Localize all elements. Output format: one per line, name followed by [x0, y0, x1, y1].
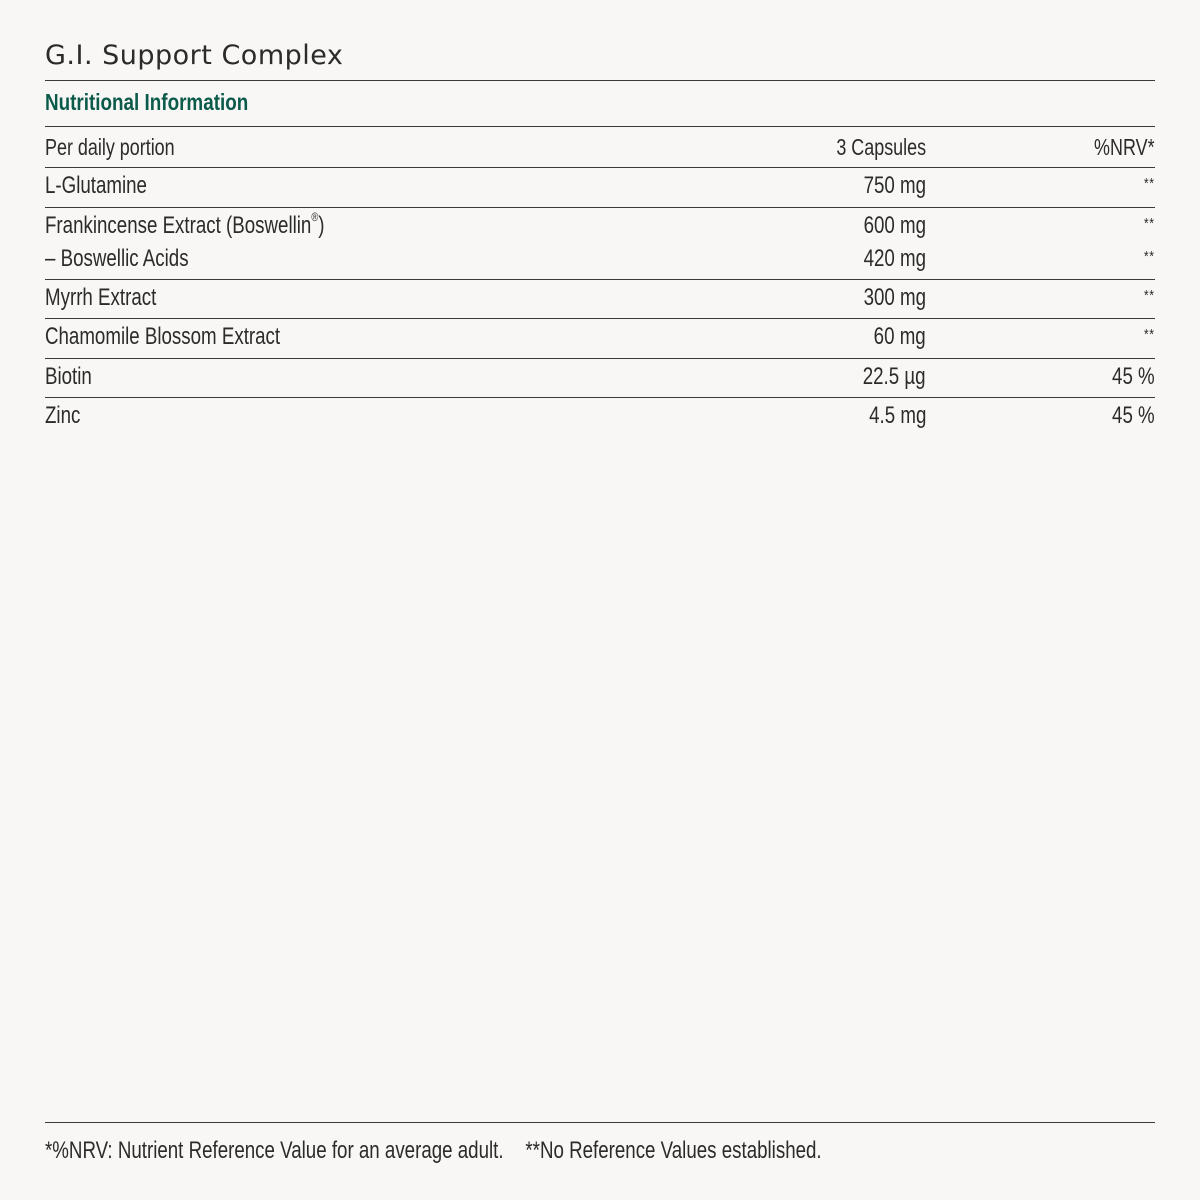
ingredient-name: L-Glutamine: [45, 172, 147, 199]
nrv-footnote: *%NRV: Nutrient Reference Value for an average adult.: [45, 1137, 504, 1164]
header-amount-label: 3 Capsules: [836, 134, 926, 160]
ingredient-name: Myrrh Extract: [45, 284, 157, 311]
ingredient-nrv: **: [1144, 326, 1155, 343]
table-row: [45, 323, 1155, 355]
ingredient-amount: 60 mg: [873, 323, 926, 350]
ingredient-amount: 300 mg: [863, 284, 926, 311]
footnotes: [45, 1137, 822, 1165]
ingredient-amount: 420 mg: [863, 245, 926, 272]
table-row: [45, 245, 1155, 277]
ingredient-name: [45, 212, 324, 240]
ingredient-nrv: **: [1144, 248, 1155, 265]
table-row: [45, 363, 1155, 395]
row-divider: [45, 318, 1155, 319]
title-divider: [45, 80, 1155, 81]
footnote-divider: [45, 1122, 1155, 1123]
ingredient-nrv: **: [1144, 287, 1155, 304]
ingredient-nrv: 45 %: [1112, 402, 1155, 429]
header-portion-label: Per daily portion: [45, 134, 175, 160]
header-nrv-label: %NRV*: [1094, 134, 1155, 160]
table-row: [45, 172, 1155, 204]
ingredient-name-close: ): [318, 212, 325, 239]
table-header-row: [45, 134, 1155, 166]
registered-mark: ®: [311, 210, 319, 224]
ingredient-nrv: **: [1144, 215, 1155, 232]
table-row: [45, 212, 1155, 244]
row-divider: [45, 397, 1155, 398]
row-divider: [45, 207, 1155, 208]
ingredient-nrv: 45 %: [1112, 363, 1155, 390]
ingredient-amount: 600 mg: [863, 212, 926, 239]
ingredient-name: Biotin: [45, 363, 92, 390]
product-title: G.I. Support Complex: [45, 40, 344, 71]
section-title: Nutritional Information: [45, 89, 249, 115]
no-reference-footnote: **No Reference Values established.: [525, 1137, 822, 1164]
ingredient-amount: 750 mg: [863, 172, 926, 199]
ingredient-nrv: **: [1144, 175, 1155, 192]
row-divider: [45, 279, 1155, 280]
table-row: [45, 402, 1155, 434]
ingredient-amount: 22.5 µg: [863, 363, 926, 390]
section-divider: [45, 126, 1155, 127]
ingredient-name: Chamomile Blossom Extract: [45, 323, 281, 350]
ingredient-name: Zinc: [45, 402, 81, 429]
ingredient-name: – Boswellic Acids: [45, 245, 189, 272]
row-divider: [45, 167, 1155, 168]
nutrition-panel: [45, 0, 1155, 1200]
ingredient-amount: 4.5 mg: [868, 402, 926, 429]
row-divider: [45, 358, 1155, 359]
ingredient-name-text: Frankincense Extract (Boswellin: [45, 212, 312, 239]
table-row: [45, 284, 1155, 316]
